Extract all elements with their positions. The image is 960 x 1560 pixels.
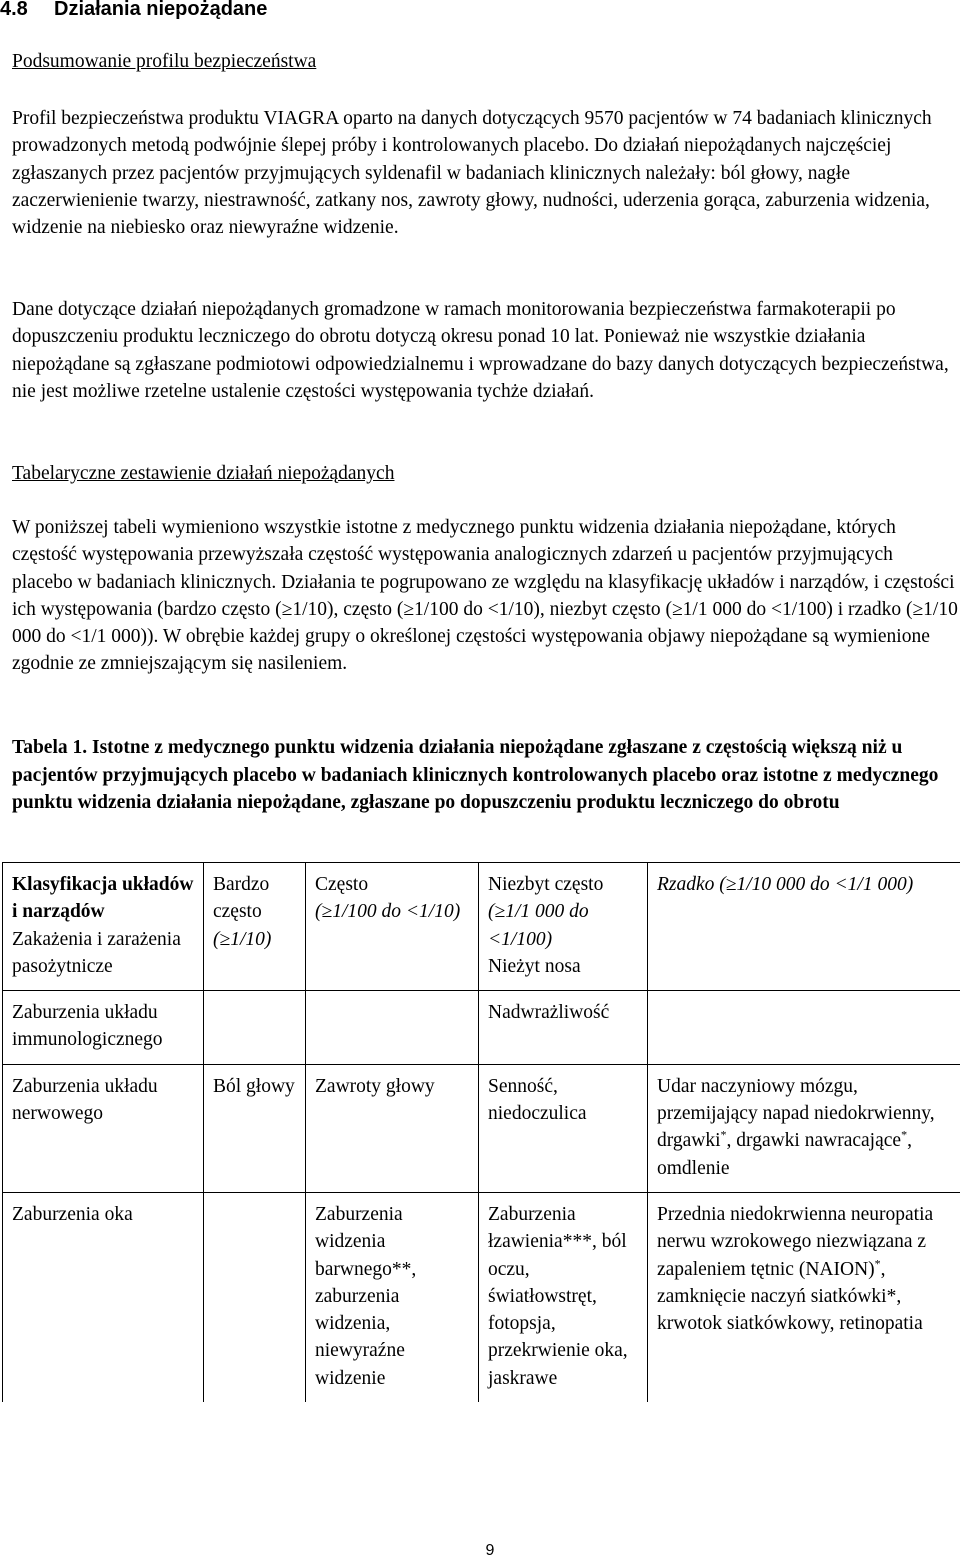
row-uncommon: Nadwrażliwość — [479, 991, 648, 1065]
table-row — [3, 991, 960, 1065]
header-rare: Rzadko (≥1/10 000 do <1/1 000) — [657, 871, 954, 898]
rare-text-2: , drgawki nawracające — [727, 1130, 902, 1151]
table-row — [3, 1064, 960, 1192]
table-section-heading: Tabelaryczne zestawienie działań niepożądanych — [12, 460, 394, 487]
header-common: Często — [315, 871, 472, 898]
section-title: Działania niepożądane — [54, 0, 267, 20]
row-soc: Zaburzenia układu nerwowego — [3, 1064, 204, 1192]
header-rare-cell — [648, 863, 960, 991]
row-rare — [648, 991, 960, 1065]
section-number: 4.8 — [0, 0, 54, 21]
row-soc: Zaburzenia oka — [3, 1192, 204, 1402]
rare-text-1: Przednia niedokrwienna neuropatia nerwu wzrokowego niezwiązana z zapaleniem tętnic (NAION) — [657, 1204, 933, 1280]
header-uncommon-cell — [479, 863, 648, 991]
footnote-mark: * — [901, 1128, 907, 1142]
header-uncommon-range: (≥1/1 000 do <1/100) — [488, 898, 641, 953]
row-very-common — [204, 1192, 306, 1402]
header-uncommon: Niezbyt często — [488, 871, 641, 898]
footnote-mark: * — [875, 1256, 881, 1270]
rare-text-3: , omdlenie — [657, 1130, 912, 1178]
rare-text-1: Udar naczyniowy mózgu, przemijający napad niedokrwienny, drgawki — [657, 1076, 935, 1152]
table-caption: Tabela 1. Istotne z medycznego punktu widzenia działania niepożądane zgłaszane z częstością większą niż u pacjentów przyjmujących placebo w badaniach klinicznych kontrolowanych placebo oraz istotne z medycznego punktu widzenia działania niepożądane, zgłaszane po dopuszczeniu produktu leczniczego do obrotu — [12, 734, 958, 817]
row-common: Zaburzenia widzenia barwnego**, zaburzenia widzenia, niewyraźne widzenie — [306, 1192, 479, 1402]
row-very-common — [204, 991, 306, 1065]
header-soc-cell — [3, 863, 204, 991]
header-very-common-cell — [204, 863, 306, 991]
row-rare — [648, 1192, 960, 1402]
row-soc: Zakażenia i zarażenia pasożytnicze — [12, 926, 197, 981]
row-common — [306, 991, 479, 1065]
row-very-common: Ból głowy — [204, 1064, 306, 1192]
header-common-cell — [306, 863, 479, 991]
header-very-common-range: (≥1/10) — [213, 926, 299, 953]
footnote-mark: * — [721, 1128, 727, 1142]
table-header-row — [3, 863, 960, 991]
row-rare — [648, 1064, 960, 1192]
paragraph-postmarketing: Dane dotyczące działań niepożądanych gromadzone w ramach monitorowania bezpieczeństwa farmakoterapii po dopuszczeniu produktu leczniczego do obrotu dotyczą okresu ponad 10 lat. Ponieważ nie wszystkie działania niepożądane są zgłaszane podmiotowi odpowiedzialnemu i wprowadzane do bazy danych dotyczących bezpieczeństwa, nie jest możliwe rzetelne ustalenie częstości występowania tychże działań. — [12, 296, 958, 405]
row-uncommon: Senność, niedoczulica — [479, 1064, 648, 1192]
table-row — [3, 1192, 960, 1402]
row-uncommon: Zaburzenia łzawienia***, ból oczu, światłowstręt, fotopsja, przekrwienie oka, jaskrawe — [479, 1192, 648, 1402]
row-common: Zawroty głowy — [306, 1064, 479, 1192]
row-soc: Zaburzenia układu immunologicznego — [3, 991, 204, 1065]
adverse-reactions-table — [2, 862, 960, 1402]
header-very-common: Bardzo często — [213, 871, 299, 926]
summary-heading: Podsumowanie profilu bezpieczeństwa — [12, 48, 316, 75]
paragraph-table-intro: W poniższej tabeli wymieniono wszystkie istotne z medycznego punktu widzenia działania niepożądane, których częstość występowania przewyższała częstość występowania analogicznych zdarzeń u pacjentów przyjmujących placebo w badaniach klinicznych. Działania te pogrupowano ze względu na klasyfikację układów i narządów, i częstości ich występowania (bardzo często (≥1/10), często (≥1/100 do <1/10), niezbyt często (≥1/1 000 do <1/100) i rzadko (≥1/10 000 do <1/1 000)). W obrębie każdej grupy o określonej częstości występowania objawy niepożądane są wymienione zgodnie ze zmniejszającym się nasileniem. — [12, 514, 958, 678]
section-heading — [0, 0, 267, 21]
paragraph-safety-profile: Profil bezpieczeństwa produktu VIAGRA oparto na danych dotyczących 9570 pacjentów w 74 badaniach klinicznych prowadzonych metodą podwójnie ślepej próby i kontrolowanych placebo. Do działań niepożądanych najczęściej zgłaszanych przez pacjentów przyjmujących syldenafil w badaniach klinicznych należały: ból głowy, nagłe zaczerwienienie twarzy, niestrawność, zatkany nos, zawroty głowy, nudności, uderzenia gorąca, zaburzenia widzenia, widzenie na niebiesko oraz niewyraźne widzenie. — [12, 105, 958, 241]
rare-text-2: , zamknięcie naczyń siatkówki*, krwotok siatkówkowy, retinopatia — [657, 1259, 923, 1335]
row-uncommon: Nieżyt nosa — [488, 953, 641, 980]
header-soc: Klasyfikacja układów i narządów — [12, 871, 197, 926]
page-number: 9 — [0, 1542, 960, 1560]
header-common-range: (≥1/100 do <1/10) — [315, 898, 472, 925]
